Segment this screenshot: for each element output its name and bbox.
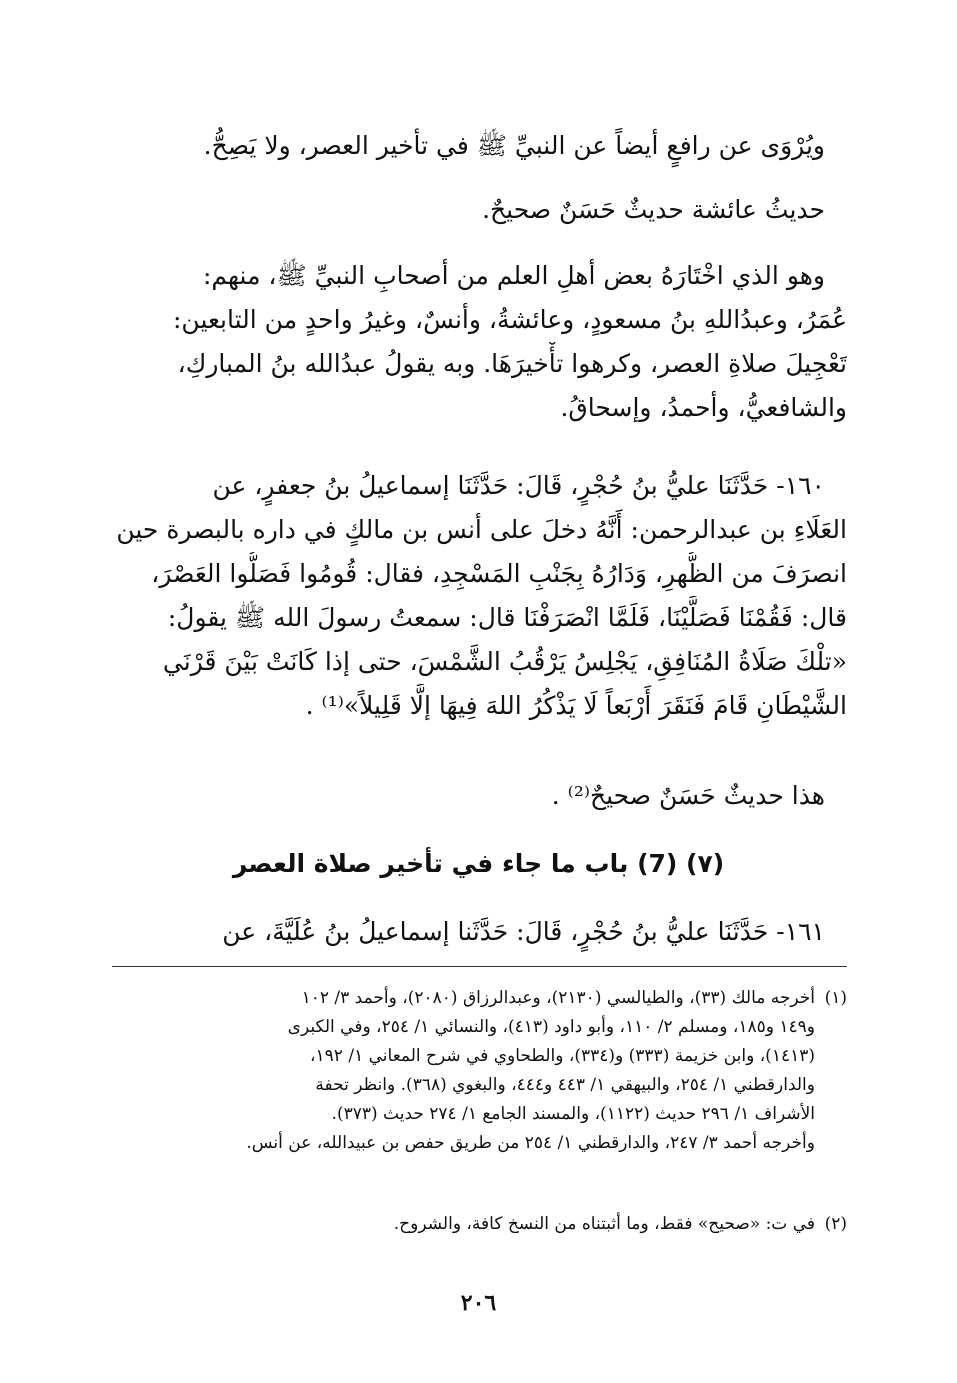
text-line: «تلْكَ صَلَاةُ المُنَافِقِ، يَجْلِسُ يَرْقُبُ الشَّمْسَ، حتى إذا كَانَتْ بَيْنَ قَرْنَي [162, 647, 847, 676]
text-line: وهو الذي اخْتَارَهُ بعض أهلِ العلم من أصحابِ النبيِّ ﷺ، منهم: [202, 261, 825, 290]
paragraph-grade-160 [112, 774, 847, 818]
footnote-text: في ت: «صحيح» فقط، وما أثبتناه من النسخ كافة، والشروح. [393, 1214, 815, 1234]
footnote-1 [112, 984, 847, 1158]
text-line: تَعْجِيلَ صلاةِ العصر، وكرهوا تأْخيرَهَا. وبه يقولُ عبدُالله بنُ المباركِ، [177, 349, 847, 378]
footnote-text: و١٤٩ و١٨٥، ومسلم ٢/ ١١٠، وأبو داود (٤١٣)، والنسائي ١/ ٢٥٤، وفي الكبرى [287, 1017, 815, 1037]
footnote-2 [112, 1210, 847, 1239]
text-line: الشَّيْطَانِ قَامَ فَنَقَرَ أَرْبَعاً لَا يَذْكُرُ اللهَ فِيهَا إلَّا قَلِيلاً»⁽¹⁾ . [305, 691, 847, 720]
text-line: العَلَاءِ بن عبدالرحمن: أَنَّهُ دخلَ على أنس بن مالكٍ في داره بالبصرة حين [116, 515, 847, 544]
footnote-text: (١٤١٣)، وابن خزيمة (٣٣٣) و(٣٣٤)، والطحاوي في شرح المعاني ١/ ١٩٢، [310, 1046, 815, 1066]
text-line: قال: فَقُمْنَا فَصَلَّيْنَا، فَلَمَّا انْصَرَفْنَا قال: سمعتُ رسولَ الله ﷺ يقولُ: [167, 603, 847, 632]
text-line: هذا حديثٌ حَسَنٌ صحيحٌ⁽²⁾ . [551, 781, 825, 810]
footnote-text: الأشراف ١/ ٢٩٦ حديث (١١٢٢)، والمسند الجامع ١/ ٢٧٤ حديث (٣٧٣). [331, 1104, 815, 1124]
text-line: حديثُ عائشة حديثٌ حَسَنٌ صحيحٌ. [482, 195, 825, 224]
footnote-divider [112, 966, 847, 967]
paragraph-aisha-grade [112, 188, 847, 232]
hadith-160 [112, 464, 847, 728]
footnote-text: وأخرجه أحمد ٣/ ٢٤٧، والدارقطني ١/ ٢٥٤ من طريق حفص بن عبيدالله، عن أنس. [246, 1133, 815, 1153]
text-line: ويُرْوَى عن رافعٍ أيضاً عن النبيِّ ﷺ في تأخير العصر، ولا يَصِحُّ. [203, 131, 825, 160]
paragraph-scholars [112, 254, 847, 430]
text-line: عُمَرُ، وعبدُاللهِ بنُ مسعودٍ، وعائشةُ، وأنسٌ، وغيرُ واحدٍ من التابعين: [172, 305, 847, 334]
text-line: والشافعيُّ، وأحمدُ، وإسحاقُ. [560, 393, 847, 422]
chapter-heading: (٧) (7) باب ما جاء في تأخير صلاة العصر [232, 849, 725, 878]
hadith-161 [112, 910, 847, 954]
text-line: انصرَفَ من الظُّهرِ، وَدَارُهُ بِجَنْبِ المَسْجِدِ، فقال: قُومُوا فَصَلُّوا العَصْرَ، [151, 559, 847, 588]
text-line: ١٦٠- حَدَّثَنَا عليُّ بنُ حُجْرٍ، قَالَ: حَدَّثَنَا إسماعيلُ بنُ جعفرٍ، عن [212, 471, 825, 500]
footnote-text: والدارقطني ١/ ٢٥٤، والبيهقي ١/ ٤٤٣ و٤٤٤، والبغوي (٣٦٨). وانظر تحفة [315, 1075, 815, 1095]
paragraph-rafi [112, 124, 847, 168]
text-line: ١٦١- حَدَّثَنَا عليُّ بنُ حُجْرٍ، قَالَ: حَدَّثَنا إسماعيلُ بنُ عُلَيَّةَ، عن [222, 917, 825, 946]
footnote-number: (٢) [824, 1214, 847, 1234]
footnote-number: (١) [824, 988, 847, 1008]
page-number: ٢٠٦ [460, 1290, 497, 1316]
footnote-text: أخرجه مالك (٣٣)، والطيالسي (٢١٣٠)، وعبدالرزاق (٢٠٨٠)، وأحمد ٣/ ١٠٢ [301, 988, 815, 1008]
